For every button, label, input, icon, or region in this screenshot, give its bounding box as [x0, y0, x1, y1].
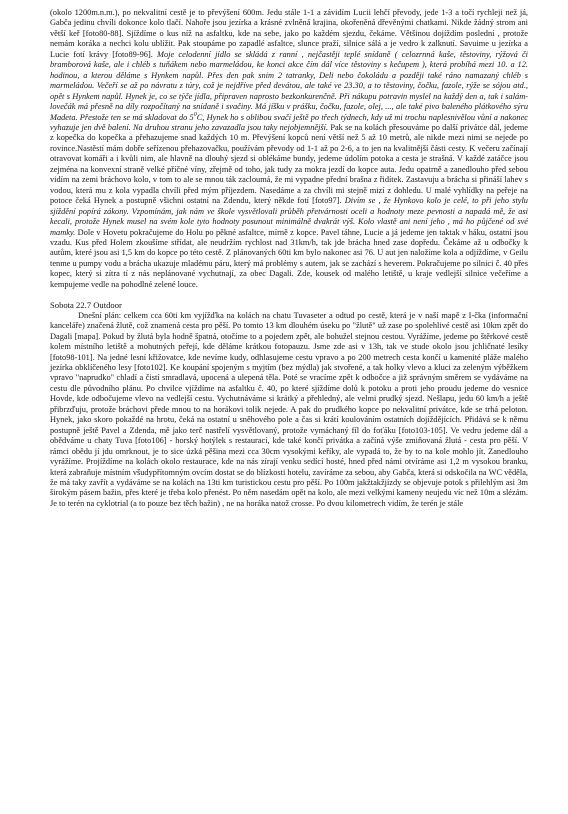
text-segment: Dole v Hovetu pokračujeme do Holu po pěkné asfaltce, mírně z kopce. Pavel táhne, Lucie a já jedeme jen taktak v háku, ostatní jsou vzadu. Kus před Holem zkoušíme střídat, ale neudržím rychlost nad 31km/h, tak jde brácha hned zase dopředu. Čekáme až u odbočky k autům, které jsou asi 1,5 km do kopce po této cestě. Z plánovaných 60ti km bylo nakonec asi 76. U aut jen naložíme kola a odjíždíme, v Geilu tenme u pumpy vodu a brácha ukazuje mladému páru, který má problémy s autem, jak se zachází s heverem. Pokračujeme po silnici č. 40 přes kopec, který si zítra tí z nás neplánované vychutnají, za obec Dagali. Zde, kousek od malého letiště, u kraje vedlejší silnice večeříme a kempujeme vedle na pohodlné zelené louce.	[50, 227, 528, 289]
paragraph-1	[50, 8, 528, 290]
paragraph-2	[50, 311, 528, 510]
text-segment: (okolo 1200m.n.m.), po nekvalitní cestě je to převýšení 600m. Jedu stále 1-1 a závidím Lucii lehčí převody, jede 1-3 a točí rychleji než já, Gabča jedinu chvíli dokonce kolo tlačí. Nahoře jsou jezírka a krásné zvlněná krajina, okořeněná dřevěnými chatkami. Nikde žádný strom ani větší keř [foto80-88]. Sjíždíme o kus níž na asfaltku, kde na sebe, jako po každém sjezdu, čekáme. Většinou dojíždím poslední , protože nemám koráka a nechci kolu ublížit. Pak stoupáme po zapadlé asfaltce, slunce praží, silnice sálá a je vedro k zalknutí. Savuime u jezírka a Lucie fotí krávy [foto89-96].	[50, 8, 528, 59]
document-page	[50, 8, 528, 509]
section-title: Sobota 22.7 Outdoor	[50, 300, 122, 311]
text-segment: Pak se na kolách přesouváme po další privátce dál, jedeme z kopečka do kopečka a přehazujeme snad každých 10 m. Převýšení kopců není větší než 5 až 10 metrů, ale nikde mezi nimi se nejede po rovince.Nastěstí mám dobře seřízenou přehazovačku, používám převody od 1-1 až po 2-6, a to jen na kvalitnější části cesty. K večeru začínají otravovat komáři a i kvůli nim, ale hlavně na dlouhý sjezd si oblékáme bundy, jedeme údolím potoka a cesta je strašná. V každé zatáčce jsou zejména na konvexní straně velké příčné víny, zřejmě od toho, jak tudy za mokra jezdí do kopce auta. Jedu opatrně a zanedlouho před sebou vidím na zemi bráchovo kolo, v tom to ale se mnou ták zacloumá, že mi vypadne přední brašna z řidítek. Zastavuju a brácha si přináší lahev s vodou, která mu z kola vypadla chvíli před mým příjezdem. Nasedáme a za chvíli mi stejně mizí z dohledu. U malé vyhlídky na peřeje na potoce čeká Hynek a postupně všichni ostatní na Zdendu, který někde fotí [foto97].	[50, 122, 528, 206]
italic-text-segment: Divím se , že Hynkovo kolo je celé, to při jeho stylu sjíždění popírá zákony. Vzpomínám, jak nám ve škole vysvětlovali průběh přetvárnosti oceli a hodnoty meze pevnosti a napadá mě, že asi kecali, protože Hynek musel na svém kole tyto hodnoty posunout minimálně dvakrát výš. Kolo vlastě ani není jeho , má ho půjčené od své mamky.	[50, 196, 528, 237]
text-segment: Dnešní plán: celkem cca 60ti km vyjížďka na kolách na chatu Tuvaseter a odtud po cestě, která je v naší mapě z I-čka (informační kanceláře) značená žlutě, což znamená cesta pro pěší. Po tomto 13 km dlouhém úseku po "žlutě" už zase po spolehlivé cestě asi 10km zpět do Dagali [mapa]. Pokud by žlutá byla hodně špatná, otočíme to a pojedem zpět, ale bohužel stejnou cestou. Vyrážíme, jedeme po štěrkové cestě kolem místního letiště a mohutných peřejí, kde děláme krátkou fotopauzu. Jsme zde asi v 13h, tak ve stude okolo jsou jchličnaté lesíky [foto98-101]. Na jedné lesní křižovatce, kde nevíme kudy, odhlasujeme cestu vpravo a po 200 metrech cesta končí u kamenité pláže malého jezírka obklíčeného lesy [foto102]. Ke koupání spojeným s myjtím (bez mýdla) jak stvořené, a tak holky vlevo a kluci za zeleným výběžkem vpravo "naprudko" chladí a čistí smradlavá, upocená a ulepená těla. Poté se vracíme zpět k odbočce a již správným směrem se vydáváme na cestu dle původního plánu. Po chvilce vjíždíme na asfaltku č. 40, po které sjíždíme dolů k potoku a proti jeho proudu jedeme do vesnice Hovde, kde odbočujeme vlevo na vedlejší cestu. Vychutnáváme si krátký a přehledný, ale velmi prudký sjezd. Nešlapu, jedu 60 km/h a ještě přibrzďuju, protože bráchovi přede mnou to na horákovi tolik nejede. A pak do prudkého kopce po nekvalitní privátce, kde se trhá peloton. Hynek, jako skoro pokaždé na hrotu, čeká na ostatní u sněhového pole a čas si krátí koulováním ostatních dojíždějících. Přidává se k němu postupně ještě Pavel a Zdenda, mě jako terč nastřelí vysvětlovaný, protože vymáchaný fíl do foťáku [foto103-105]. Ve vedru jedeme dál a obědváme u chaty Tuva [foto106] - horský hotýlek s restaurací, kde také končí privátka a začíná výše zmiňovaná žlutá - cesta pro pěší. V rámci obědu jí jdu omrknout, je to sice úzká pěšina mezi cca 30cm vysokými keříky, ale vypadá to, že by to na kole mohlo jít. Zanedlouho vyrážíme. Projíždíme na kolách okolo restaurace, kde na nás zírají venku sedící hosté, hned před námi otvíráme asi 1,2 m vysokou branku, která zabraňuje místním všudypřítomným ovcím dostat se do blízkosti hotelu, zavíráme za sebou, aby Gabča, která si odskočila na WC věděla, že má taky zavřít a vydáváme se na kolách na 13ti km turistickou cestu pro pěší. Po 100m jakžtakžjízdy se objevuje potok s přilehlým asi 3m širokým pásem bažin, přes které je třeba kolo přenést. Po něm nasedám opět na kolo, ale mezi velkými kameny neujedu víc než 10m a slézám. Je to terén na cyklotrial (a to pouze bez těch bažin) , ne na horáka natož crosse. Po dvou kilometrech vidím, že terén je stále	[50, 310, 528, 508]
italic-text-segment: Moje celodenní jídlo se skládá z ranní , nejčastěji teplé snídaně ( celozrnná kaše, těstoviny, rýžová či bramborová kaše, ale i chléb s tuňákem nebo marmeládou, ke konci akce čím dál více těstoviny s kečupem ), která probíhá mezi 10. a 12. hodinou, a kterou děláme s Hynkem napůl. Přes den pak snim 2 tatranky, Deli nebo čokoládu a později také ráno namazaný chléb s marmeládou. Večeří se až po návratu z túry, což je nejdříve před devátou, ale také ve 23.30, a to těstoviny, čočku, fazole, rýže se sójou atd., opět s Hynkem napůl. Hynek je, co se týče jídla, připraven naprosto bezkonkurenčně. Při nákupu potravin myslel na každý den a, tak i salám- lovečák má přesně na díly rozpočítaný na snídaně i svačiny. Má jíšku v prášku, čočku, fazole, olej, ..., ale také pivo baleného plátkového sýru Madeta. Přestože ten se má skladovat do 5	[50, 49, 528, 122]
superscript-text: 0	[193, 111, 197, 118]
italic-text-segment: C, Hynek ho s oblibou svačí ještě po třech týdnech, kdy už mi trochu naplesnivělou vůní a nakonec vyhazuje jen dvě balení. Na druhou stranu jeho zavazadla jsou taky nejobjemnější.	[50, 112, 529, 132]
